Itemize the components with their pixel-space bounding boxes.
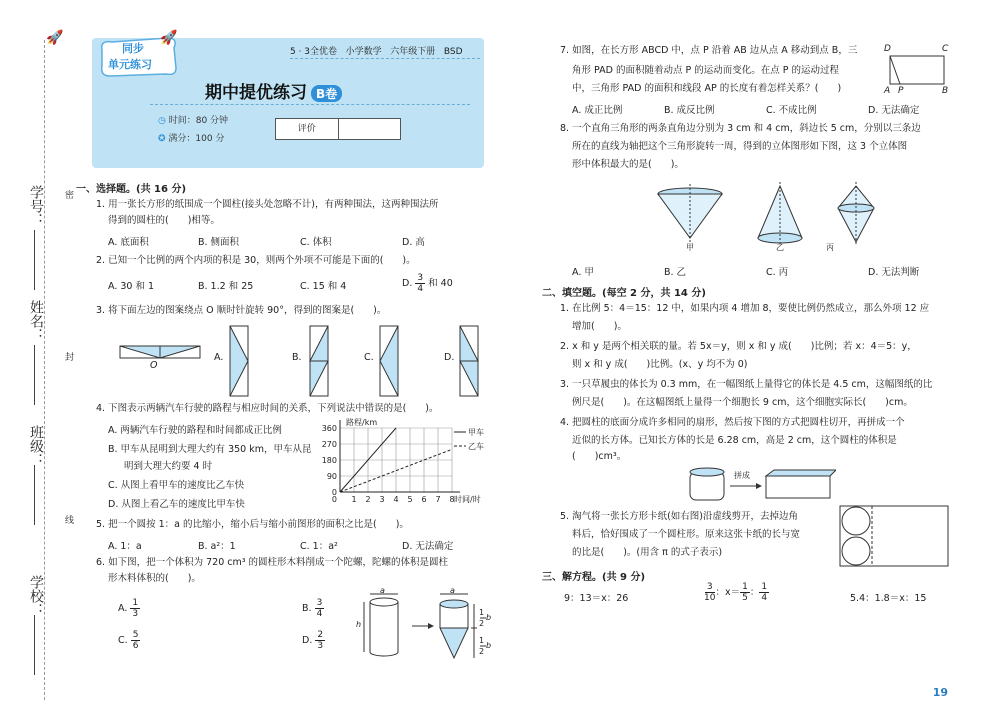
q7-label-c: C (942, 44, 949, 54)
q2-text: 2. 已知一个比例的两个内项的积是 30，则两个外项不可能是下面的( )。 (96, 255, 416, 266)
field-class[interactable] (34, 465, 36, 525)
q6-label-b1: b (486, 613, 492, 622)
q5-opt-a[interactable]: A. 1：a (108, 541, 142, 552)
q3-opt-c[interactable]: C. (364, 352, 374, 363)
q3-figures (112, 322, 492, 398)
f5-card-figure (838, 504, 950, 568)
q6-label-half2-num: 1 (479, 636, 485, 645)
q7-opt-a[interactable]: A. 成正比例 (572, 105, 623, 116)
f1-text1: 1. 在比例 5：4＝15：12 中，如果内项 4 增加 8，要使比例仍然成立，那么外项 12 应 (560, 303, 930, 314)
eq2: $\frac{3}{10}$ ：x＝ $\frac{1}{5}$ ： $\frac{1}{4}$ (704, 582, 768, 603)
q4-text: 4. 下图表示两辆汽车行驶的路程与相应时间的关系，下列说法中错误的是( )。 (96, 403, 439, 414)
q1-opt-a[interactable]: A. 底面积 (108, 237, 149, 248)
q4-opt-b2: 明到大理大约要 4 时 (124, 461, 213, 472)
q4-distance-time-chart (312, 414, 497, 510)
chart-ytick-3: 270 (321, 440, 337, 449)
q8-opt-c[interactable]: C. 丙 (766, 267, 789, 278)
q1-text1: 1. 用一张长方形的纸围成一个圆柱(接头处忽略不计)，有两种围法，这两种围法所 (96, 199, 439, 210)
chart-origin-label: 0 (331, 495, 337, 504)
q6-text1: 6. 如下图，把一个体积为 720 cm³ 的圆柱形木料削成一个陀螺，陀螺的体积是圆柱 (96, 557, 449, 568)
q8-text1: 8. 一个直角三角形的两条直角边分别为 3 cm 和 4 cm，斜边长 5 cm，分别以三条边 (560, 123, 921, 134)
chart-ylabel: 路程/km (346, 418, 378, 427)
f5-text2: 料后，恰好围成了一个圆柱形。原来这张卡纸的长与宽 (572, 529, 801, 540)
f1-text2: 增加( )。 (572, 321, 627, 332)
star-icon: ✪ (158, 134, 166, 144)
q5-text: 5. 把一个圆按 1：a 的比缩小，缩小后与缩小前图形的面积之比是( )。 (96, 519, 409, 530)
q5-opt-b[interactable]: B. a²：1 (198, 541, 236, 552)
rocket-deco-icon: 🚀 (160, 30, 178, 46)
q4-opt-d[interactable]: D. 从图上看乙车的速度比甲车快 (108, 499, 245, 510)
page-title: 期中提优练习 B卷 (205, 78, 342, 103)
section1-title: 一、选择题。(共 16 分) (76, 184, 187, 195)
fold-mark-1: 密 (63, 190, 73, 199)
time-info: ◷ 时间：80 分钟 (158, 116, 229, 126)
chart-ytick-0: 0 (331, 488, 337, 497)
q4-opt-a[interactable]: A. 两辆汽车行驶的路程和时间都成正比例 (108, 425, 282, 436)
eq3: 5.4：1.8＝x：15 (850, 593, 927, 604)
q7-text3: 中，三角形 PAD 的面积和线段 AP 的长度有着怎样关系？( ) (572, 83, 842, 94)
field-student-no[interactable] (34, 230, 36, 290)
q6-opt-d[interactable]: D. $\frac{2}{3}$ (302, 630, 324, 651)
f5-text3: 的比是( )。(用含 π 的式子表示) (572, 547, 723, 558)
chart-xtick-8: 8 (449, 495, 455, 504)
eval-box (275, 118, 401, 140)
q3-opt-d[interactable]: D. (444, 352, 455, 363)
f5-text1: 5. 淘气将一张长方形卡纸(如右图)沿虚线剪开，去掉边角 (560, 511, 798, 522)
q6-label-half2-den: 2 (479, 647, 485, 656)
eq1: 9：13＝x：26 (564, 593, 629, 604)
score-info: ✪ 满分：100 分 (158, 134, 225, 144)
q7-label-b: B (942, 86, 949, 96)
q6-text2: 形木料体积的( )。 (108, 573, 201, 584)
rocket-icon: 🚀 (46, 30, 64, 46)
fold-mark-2: 封 (63, 352, 73, 361)
q1-opt-b[interactable]: B. 侧面积 (198, 237, 240, 248)
chart-ytick-4: 360 (321, 424, 337, 433)
field-name[interactable] (34, 345, 36, 405)
q6-cylinder-figure (356, 586, 492, 665)
chart-xtick-5: 5 (407, 495, 413, 504)
f4-text1: 4. 把圆柱的底面分成许多相同的扇形，然后按下图的方式把圆柱切开，再拼成一个 (560, 417, 905, 428)
badge-line2: 单元练习 (108, 58, 152, 71)
fold-mark-3: 线 (63, 515, 73, 524)
series: 5 · 3全优卷 (290, 47, 338, 57)
q6-label-a2: a (450, 586, 455, 595)
q6-label-b2: b (486, 641, 492, 650)
q5-opt-d[interactable]: D. 无法确定 (402, 541, 454, 552)
q6-opt-b[interactable]: B. $\frac{3}{4}$ (302, 598, 323, 619)
q6-opt-a[interactable]: A. $\frac{1}{3}$ (118, 598, 139, 619)
chart-xtick-7: 7 (435, 495, 441, 504)
chart-legend-label-1: 乙车 (468, 442, 484, 451)
q6-label-half1-num: 1 (479, 608, 485, 617)
eval-label: 评价 (276, 119, 339, 139)
badge-line1: 同步 (122, 42, 144, 55)
field-school[interactable] (34, 615, 36, 675)
q8-opt-d[interactable]: D. 无法判断 (868, 267, 920, 278)
q7-label-d: D (884, 44, 891, 54)
header-rule (290, 58, 480, 59)
edition: BSD (443, 47, 463, 57)
q6-opt-c[interactable]: C. $\frac{5}{6}$ (118, 630, 139, 651)
q8-opt-a[interactable]: A. 甲 (572, 267, 594, 278)
chart-xtick-3: 3 (379, 495, 385, 504)
subject: 小学数学 (345, 47, 382, 57)
q1-opt-d[interactable]: D. 高 (402, 237, 425, 248)
q8-text3: 形中体积最大的是( )。 (572, 159, 684, 170)
f4-arrow-label: 拼成 (734, 471, 750, 480)
q7-opt-b[interactable]: B. 成反比例 (664, 105, 715, 116)
label-class: 班级： (28, 425, 44, 467)
chart-legend-label-0: 甲车 (468, 428, 484, 437)
q2-opt-c[interactable]: C. 15 和 4 (300, 281, 347, 292)
chart-xtick-2: 2 (365, 495, 371, 504)
q7-label-p: P (898, 86, 904, 96)
q6-label-a1: a (380, 586, 385, 595)
chart-xlabel: 时间/时 (454, 495, 481, 504)
f4-cylinder-to-box-figure (686, 466, 836, 506)
q3-text: 3. 将下面左边的图案绕点 O 顺时针旋转 90°，得到的图案是( )。 (96, 305, 387, 316)
chart-xtick-4: 4 (393, 495, 399, 504)
q2-opt-b[interactable]: B. 1.2 和 25 (198, 281, 254, 292)
section2-title: 二、填空题。(每空 2 分，共 14 分) (542, 288, 706, 299)
q7-text2: 角形 PAD 的面积随着动点 P 的运动而变化。在点 P 的运动过程 (572, 65, 840, 76)
q2-opt-a[interactable]: A. 30 和 1 (108, 281, 155, 292)
q6-label-half1-den: 2 (479, 619, 485, 628)
q8-label-bing: 丙 (826, 243, 834, 252)
label-student-no: 学号： (28, 185, 44, 227)
q7-text1: 7. 如图，在长方形 ABCD 中，点 P 沿着 AB 边从点 A 移动到点 B，三 (560, 45, 858, 56)
clock-icon: ◷ (158, 116, 166, 126)
section3-title: 三、解方程。(共 9 分) (542, 572, 646, 583)
q7-opt-c[interactable]: C. 不成比例 (766, 105, 817, 116)
f2-text1: 2. x 和 y 是两个相关联的量。若 5x＝y，则 x 和 y 成( )比例；若 x：4＝5：y， (560, 341, 917, 352)
chart-xtick-1: 1 (351, 495, 357, 504)
q7-opt-d[interactable]: D. 无法确定 (868, 105, 920, 116)
q7-label-a: A (884, 86, 891, 96)
q1-opt-c[interactable]: C. 体积 (300, 237, 332, 248)
q8-solids-figure (650, 182, 880, 258)
f3-text2: 例尺是( )。在这幅图纸上量得一个细胞长 9 cm，这个细胞实际长( )cm。 (572, 397, 913, 408)
book-info (290, 44, 463, 57)
q3-opt-a[interactable]: A. (214, 352, 224, 363)
f3-text1: 3. 一只草履虫的体长为 0.3 mm，在一幅图纸上量得它的体长是 4.5 cm，这幅图纸的比 (560, 379, 933, 390)
eval-field[interactable] (339, 119, 401, 139)
q7-rectangle-figure (882, 44, 952, 100)
q3-point-label: O (150, 360, 158, 371)
q4-opt-b[interactable]: B. 甲车从昆明到大理大约有 350 km，甲车从昆 (108, 444, 312, 455)
chart-ytick-1: 90 (326, 472, 337, 481)
q8-label-yi: 乙 (776, 243, 784, 252)
q4-opt-c[interactable]: C. 从图上看甲车的速度比乙车快 (108, 480, 245, 491)
q5-opt-c[interactable]: C. 1：a² (300, 541, 338, 552)
label-school: 学校： (28, 575, 44, 617)
page-number: 19 (932, 686, 948, 699)
chart-ytick-2: 180 (321, 456, 337, 465)
title-badge: B卷 (311, 85, 342, 102)
q2-opt-d[interactable]: D. $\frac{3}{4}$ 和 40 (402, 273, 453, 294)
f4-text2: 近似的长方体。已知长方体的长是 6.28 cm，高是 2 cm，这个圆柱的体积是 (572, 435, 897, 446)
q8-opt-b[interactable]: B. 乙 (664, 267, 687, 278)
q1-text2: 得到的圆柱的( )相等。 (108, 215, 220, 226)
chart-xtick-6: 6 (421, 495, 427, 504)
q3-opt-b[interactable]: B. (292, 352, 302, 363)
f2-text2: 则 x 和 y 成( )比例。(x、y 均不为 0) (572, 359, 748, 370)
q8-label-jia: 甲 (686, 243, 694, 252)
q6-label-h: h (356, 620, 362, 629)
label-name: 姓名： (28, 300, 44, 342)
grade: 六年级下册 (390, 47, 436, 57)
title-rule (150, 104, 470, 105)
f4-text3: ( )cm³。 (572, 451, 627, 462)
q8-text2: 所在的直线为轴把这个三角形旋转一周，得到的立体图形如下图，这 3 个立体图 (572, 141, 908, 152)
